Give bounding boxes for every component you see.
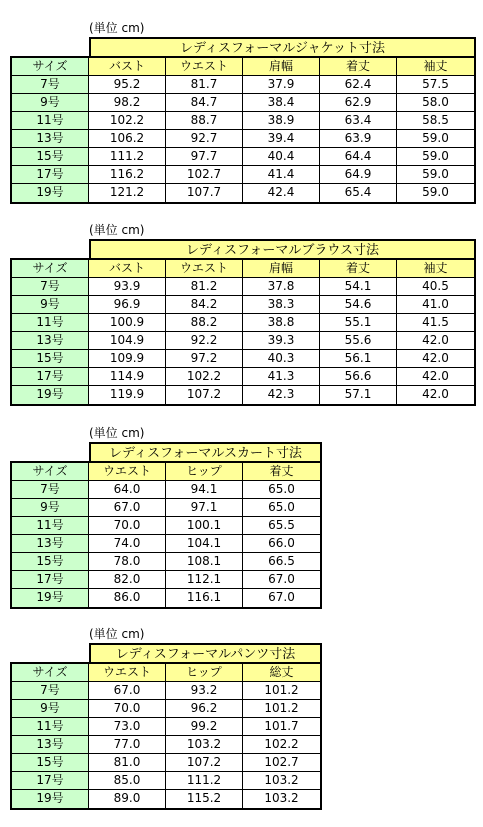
measurement-cell: 102.2 xyxy=(89,112,166,130)
skirt-table-title xyxy=(89,442,322,463)
jacket-header-row xyxy=(12,58,474,76)
measurement-cell: 42.0 xyxy=(397,332,474,350)
measurement-cell: 97.7 xyxy=(166,148,243,166)
measurement-cell: 62.4 xyxy=(320,76,397,94)
measurement-cell: 67.0 xyxy=(89,499,166,517)
column-header: バスト xyxy=(89,58,166,76)
measurement-cell: 57.1 xyxy=(320,386,397,404)
measurement-cell: 108.1 xyxy=(166,553,243,571)
measurement-cell: 67.0 xyxy=(243,589,320,607)
measurement-cell: 58.0 xyxy=(397,94,474,112)
table-row xyxy=(12,386,474,404)
measurement-cell: 103.2 xyxy=(243,790,320,808)
measurement-cell: 59.0 xyxy=(397,130,474,148)
pants-unit-label: (単位 cm) xyxy=(89,627,145,641)
table-row xyxy=(12,148,474,166)
measurement-cell: 41.3 xyxy=(243,368,320,386)
size-cell: 19号 xyxy=(12,790,89,808)
column-header: 肩幅 xyxy=(243,260,320,278)
measurement-cell: 59.0 xyxy=(397,148,474,166)
column-header: 着丈 xyxy=(320,58,397,76)
measurement-cell: 93.2 xyxy=(166,682,243,700)
measurement-cell: 95.2 xyxy=(89,76,166,94)
measurement-cell: 114.9 xyxy=(89,368,166,386)
column-header: 袖丈 xyxy=(397,58,474,76)
measurement-cell: 97.1 xyxy=(166,499,243,517)
measurement-cell: 104.1 xyxy=(166,535,243,553)
column-header: ヒップ xyxy=(166,463,243,481)
measurement-cell: 42.3 xyxy=(243,386,320,404)
table-row xyxy=(12,332,474,350)
measurement-cell: 98.2 xyxy=(89,94,166,112)
measurement-cell: 104.9 xyxy=(89,332,166,350)
table-row xyxy=(12,499,320,517)
size-cell: 15号 xyxy=(12,553,89,571)
measurement-cell: 42.4 xyxy=(243,184,320,202)
size-cell: 15号 xyxy=(12,754,89,772)
measurement-cell: 100.1 xyxy=(166,517,243,535)
size-cell: 7号 xyxy=(12,278,89,296)
measurement-cell: 100.9 xyxy=(89,314,166,332)
measurement-cell: 62.9 xyxy=(320,94,397,112)
measurement-cell: 42.0 xyxy=(397,386,474,404)
measurement-cell: 102.2 xyxy=(166,368,243,386)
measurement-cell: 102.7 xyxy=(166,166,243,184)
table-row xyxy=(12,553,320,571)
measurement-cell: 55.6 xyxy=(320,332,397,350)
size-cell: 9号 xyxy=(12,94,89,112)
measurement-cell: 102.2 xyxy=(243,736,320,754)
measurement-cell: 92.7 xyxy=(166,130,243,148)
measurement-cell: 63.4 xyxy=(320,112,397,130)
table-row xyxy=(12,94,474,112)
measurement-cell: 40.5 xyxy=(397,278,474,296)
column-header: ウエスト xyxy=(166,260,243,278)
size-column-header: サイズ xyxy=(12,664,89,682)
size-cell: 11号 xyxy=(12,314,89,332)
measurement-cell: 56.6 xyxy=(320,368,397,386)
table-row xyxy=(12,517,320,535)
measurement-cell: 39.4 xyxy=(243,130,320,148)
measurement-cell: 109.9 xyxy=(89,350,166,368)
measurement-cell: 66.0 xyxy=(243,535,320,553)
blouse-table-grid xyxy=(10,258,476,406)
jacket-table-grid xyxy=(10,56,476,204)
blouse-unit-label: (単位 cm) xyxy=(89,223,145,237)
measurement-cell: 81.2 xyxy=(166,278,243,296)
table-row xyxy=(12,718,320,736)
measurement-cell: 81.0 xyxy=(89,754,166,772)
size-cell: 19号 xyxy=(12,184,89,202)
measurement-cell: 107.2 xyxy=(166,386,243,404)
measurement-cell: 41.0 xyxy=(397,296,474,314)
size-column-header: サイズ xyxy=(12,463,89,481)
measurement-cell: 88.2 xyxy=(166,314,243,332)
size-cell: 15号 xyxy=(12,148,89,166)
pants-table-title xyxy=(89,643,322,664)
table-row xyxy=(12,700,320,718)
measurement-cell: 88.7 xyxy=(166,112,243,130)
table-row xyxy=(12,682,320,700)
size-cell: 19号 xyxy=(12,386,89,404)
column-header: 袖丈 xyxy=(397,260,474,278)
table-row xyxy=(12,184,474,202)
measurement-cell: 42.0 xyxy=(397,368,474,386)
blouse-title-text: レディスフォーマルブラウス寸法 xyxy=(91,241,474,260)
column-header: ウエスト xyxy=(89,463,166,481)
table-row xyxy=(12,130,474,148)
column-header: ウエスト xyxy=(89,664,166,682)
measurement-cell: 96.2 xyxy=(166,700,243,718)
measurement-cell: 65.4 xyxy=(320,184,397,202)
table-row xyxy=(12,736,320,754)
measurement-cell: 111.2 xyxy=(89,148,166,166)
measurement-cell: 40.3 xyxy=(243,350,320,368)
measurement-cell: 42.0 xyxy=(397,350,474,368)
measurement-cell: 82.0 xyxy=(89,571,166,589)
table-row xyxy=(12,112,474,130)
size-cell: 11号 xyxy=(12,517,89,535)
column-header: ウエスト xyxy=(166,58,243,76)
size-cell: 17号 xyxy=(12,368,89,386)
measurement-cell: 73.0 xyxy=(89,718,166,736)
measurement-cell: 93.9 xyxy=(89,278,166,296)
measurement-cell: 86.0 xyxy=(89,589,166,607)
table-row xyxy=(12,76,474,94)
skirt-header-row xyxy=(12,463,320,481)
measurement-cell: 89.0 xyxy=(89,790,166,808)
measurement-cell: 94.1 xyxy=(166,481,243,499)
skirt-title-text: レディスフォーマルスカート寸法 xyxy=(91,444,320,463)
table-row xyxy=(12,278,474,296)
measurement-cell: 37.9 xyxy=(243,76,320,94)
measurement-cell: 59.0 xyxy=(397,166,474,184)
measurement-cell: 116.1 xyxy=(166,589,243,607)
measurement-cell: 38.3 xyxy=(243,296,320,314)
size-cell: 13号 xyxy=(12,535,89,553)
measurement-cell: 84.2 xyxy=(166,296,243,314)
measurement-cell: 59.0 xyxy=(397,184,474,202)
measurement-cell: 38.8 xyxy=(243,314,320,332)
column-header: 着丈 xyxy=(243,463,320,481)
measurement-cell: 54.6 xyxy=(320,296,397,314)
measurement-cell: 102.7 xyxy=(243,754,320,772)
measurement-cell: 55.1 xyxy=(320,314,397,332)
measurement-cell: 103.2 xyxy=(166,736,243,754)
measurement-cell: 41.5 xyxy=(397,314,474,332)
measurement-cell: 67.0 xyxy=(243,571,320,589)
jacket-table-title xyxy=(89,37,476,58)
table-row xyxy=(12,754,320,772)
measurement-cell: 66.5 xyxy=(243,553,320,571)
skirt-table-grid xyxy=(10,461,322,609)
size-cell: 13号 xyxy=(12,736,89,754)
measurement-cell: 101.7 xyxy=(243,718,320,736)
measurement-cell: 64.9 xyxy=(320,166,397,184)
size-cell: 9号 xyxy=(12,700,89,718)
measurement-cell: 101.2 xyxy=(243,700,320,718)
measurement-cell: 99.2 xyxy=(166,718,243,736)
size-cell: 9号 xyxy=(12,499,89,517)
table-row xyxy=(12,790,320,808)
jacket-title-text: レディスフォーマルジャケット寸法 xyxy=(91,39,474,58)
measurement-cell: 63.9 xyxy=(320,130,397,148)
measurement-cell: 54.1 xyxy=(320,278,397,296)
size-cell: 19号 xyxy=(12,589,89,607)
measurement-cell: 115.2 xyxy=(166,790,243,808)
column-header: ヒップ xyxy=(166,664,243,682)
measurement-cell: 119.9 xyxy=(89,386,166,404)
size-cell: 17号 xyxy=(12,571,89,589)
measurement-cell: 64.4 xyxy=(320,148,397,166)
measurement-cell: 106.2 xyxy=(89,130,166,148)
measurement-cell: 112.1 xyxy=(166,571,243,589)
column-header: バスト xyxy=(89,260,166,278)
size-cell: 7号 xyxy=(12,682,89,700)
measurement-cell: 56.1 xyxy=(320,350,397,368)
size-cell: 17号 xyxy=(12,772,89,790)
measurement-cell: 107.7 xyxy=(166,184,243,202)
size-cell: 9号 xyxy=(12,296,89,314)
measurement-cell: 85.0 xyxy=(89,772,166,790)
jacket-unit-label: (単位 cm) xyxy=(89,21,145,35)
measurement-cell: 58.5 xyxy=(397,112,474,130)
measurement-cell: 116.2 xyxy=(89,166,166,184)
table-row xyxy=(12,772,320,790)
size-cell: 11号 xyxy=(12,112,89,130)
pants-header-row xyxy=(12,664,320,682)
size-cell: 13号 xyxy=(12,332,89,350)
size-cell: 13号 xyxy=(12,130,89,148)
measurement-cell: 103.2 xyxy=(243,772,320,790)
measurement-cell: 64.0 xyxy=(89,481,166,499)
measurement-cell: 92.2 xyxy=(166,332,243,350)
measurement-cell: 40.4 xyxy=(243,148,320,166)
measurement-cell: 65.0 xyxy=(243,481,320,499)
measurement-cell: 111.2 xyxy=(166,772,243,790)
measurement-cell: 101.2 xyxy=(243,682,320,700)
measurement-cell: 38.9 xyxy=(243,112,320,130)
pants-title-text: レディスフォーマルパンツ寸法 xyxy=(91,645,320,664)
measurement-cell: 37.8 xyxy=(243,278,320,296)
table-row xyxy=(12,571,320,589)
table-row xyxy=(12,589,320,607)
measurement-cell: 107.2 xyxy=(166,754,243,772)
measurement-cell: 57.5 xyxy=(397,76,474,94)
measurement-cell: 65.5 xyxy=(243,517,320,535)
measurement-cell: 77.0 xyxy=(89,736,166,754)
table-row xyxy=(12,535,320,553)
size-cell: 7号 xyxy=(12,481,89,499)
size-cell: 7号 xyxy=(12,76,89,94)
measurement-cell: 97.2 xyxy=(166,350,243,368)
table-row xyxy=(12,368,474,386)
measurement-cell: 84.7 xyxy=(166,94,243,112)
pants-table-grid xyxy=(10,662,322,810)
column-header: 着丈 xyxy=(320,260,397,278)
column-header: 肩幅 xyxy=(243,58,320,76)
skirt-unit-label: (単位 cm) xyxy=(89,426,145,440)
measurement-cell: 121.2 xyxy=(89,184,166,202)
measurement-cell: 96.9 xyxy=(89,296,166,314)
table-row xyxy=(12,296,474,314)
size-cell: 15号 xyxy=(12,350,89,368)
size-cell: 17号 xyxy=(12,166,89,184)
measurement-cell: 81.7 xyxy=(166,76,243,94)
measurement-cell: 78.0 xyxy=(89,553,166,571)
blouse-header-row xyxy=(12,260,474,278)
table-row xyxy=(12,166,474,184)
table-row xyxy=(12,314,474,332)
column-header: 総丈 xyxy=(243,664,320,682)
measurement-cell: 74.0 xyxy=(89,535,166,553)
measurement-cell: 70.0 xyxy=(89,517,166,535)
measurement-cell: 67.0 xyxy=(89,682,166,700)
table-row xyxy=(12,350,474,368)
size-column-header: サイズ xyxy=(12,260,89,278)
size-column-header: サイズ xyxy=(12,58,89,76)
table-row xyxy=(12,481,320,499)
measurement-cell: 70.0 xyxy=(89,700,166,718)
measurement-cell: 38.4 xyxy=(243,94,320,112)
measurement-cell: 65.0 xyxy=(243,499,320,517)
size-cell: 11号 xyxy=(12,718,89,736)
measurement-cell: 41.4 xyxy=(243,166,320,184)
blouse-table-title xyxy=(89,239,476,260)
measurement-cell: 39.3 xyxy=(243,332,320,350)
